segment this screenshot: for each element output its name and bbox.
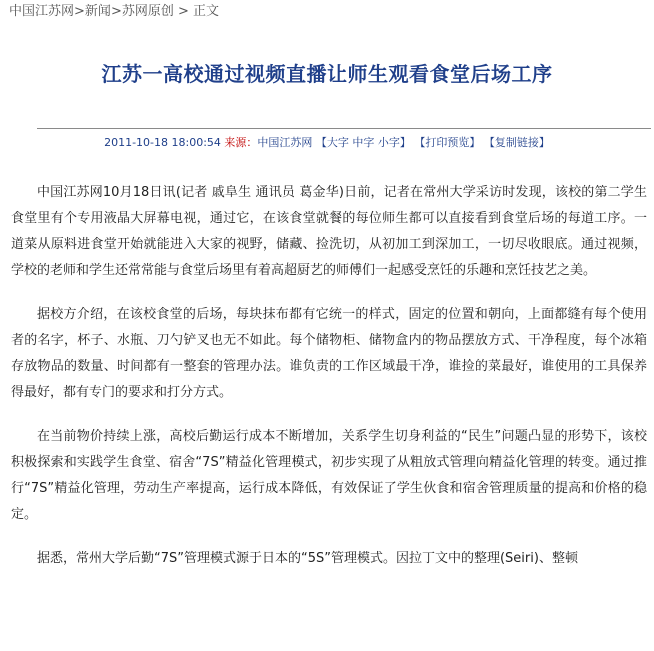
article-paragraph: 在当前物价持续上涨，高校后勤运行成本不断增加，关系学生切身利益的“民生”问题凸显的形势下，该校积极探索和实践学生食堂、宿舍“7S”精益化管理模式，初步实现了从粗放式管理向精益化管理的转变。通过推行“7S”精益化管理，劳动生产率提高，运行成本降低，有效保证了学生伙食和宿舍管理质量的提高和价格的稳定。 [11, 429, 647, 522]
article-paragraph: 据校方介绍，在该校食堂的后场，每块抹布都有它统一的样式，固定的位置和朝向，上面都缝有每个使用者的名字，杯子、水瓶、刀勺铲叉也无不如此。每个储物柜、储物盒内的物品摆放方式、干净程度，每个冰箱存放物品的数量、时间都有一整套的管理办法。谁负责的工作区域最干净，谁捡的菜最好，谁使用的工具保养得最好，都有专门的要求和打分方式。 [11, 307, 647, 400]
font-large-link[interactable]: 大字 [326, 136, 349, 149]
breadcrumb-original-link[interactable]: 苏网原创 [121, 4, 174, 19]
breadcrumb-news-link[interactable]: 新闻 [84, 4, 111, 19]
title-divider [37, 128, 651, 129]
breadcrumb-separator: > [74, 4, 85, 19]
breadcrumb-separator: > [178, 4, 189, 19]
breadcrumb [9, 3, 219, 21]
publish-datetime: 2011-10-18 18:00:54 [104, 136, 221, 149]
font-medium-link[interactable]: 中字 [352, 136, 375, 149]
breadcrumb-current: 正文 [193, 4, 220, 19]
copy-link-link[interactable]: 复制链接 [494, 136, 539, 149]
font-small-link[interactable]: 小字 [377, 136, 400, 149]
source-name: 中国江苏网 [257, 136, 313, 149]
article-body [11, 180, 647, 590]
source-label: 来源： [224, 136, 258, 149]
breadcrumb-home-link[interactable]: 中国江苏网 [9, 4, 75, 19]
article-paragraph: 据悉，常州大学后勤“7S”管理模式源于日本的“5S”管理模式。因拉丁文中的整理(Seiri)、整顿 [37, 551, 578, 566]
article-title: 江苏一高校通过视频直播让师生观看食堂后场工序 [101, 62, 553, 87]
breadcrumb-separator: > [110, 4, 122, 19]
article-paragraph: 中国江苏网10月18日讯(记者 戚阜生 通讯员 葛金华)日前，记者在常州大学采访时发现，该校的第二学生食堂里有个专用液晶大屏幕电视，通过它，在该食堂就餐的每位师生都可以直接看到食堂后场的每道工序。一道菜从原料进食堂开始就能进入大家的视野，储藏、捡洗切，从初加工到深加工，一切尽收眼底。通过视频，学校的老师和学生还常常能与食堂后场里有着高超厨艺的师傅们一起感受烹饪的乐趣和烹饪技艺之美。 [11, 185, 647, 278]
print-preview-link[interactable]: 打印预览 [425, 136, 470, 149]
article-meta: 2011-10-18 18:00:54 来源：中国江苏网 【大字 中字 小字】 【打印预览】 【复制链接】 [104, 136, 550, 149]
